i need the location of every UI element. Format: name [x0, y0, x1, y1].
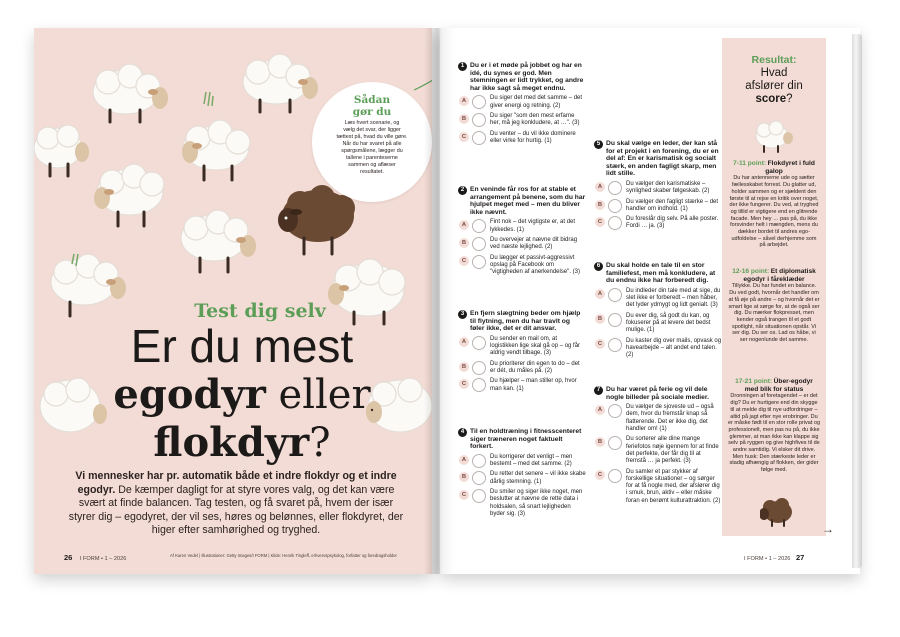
answer-checkbox[interactable] — [608, 404, 622, 418]
answer-option[interactable] — [458, 255, 586, 277]
option-letter: C — [595, 470, 605, 480]
question-4 — [458, 428, 586, 518]
question-text — [594, 140, 722, 178]
option-text: Du samler et par stykker af forskellige situationer – og sørger for at få nogle med, der afslører dig i smuk, brun, aktiv – eller måske foran en berømt kulturattraktion. (2) — [626, 468, 721, 504]
small-sheep-icon — [754, 120, 794, 154]
option-letter: A — [459, 220, 469, 230]
option-text: Du vælger de sjoveste ud – også dem, hvor du fremstår knap så flatterende. Det er ikke dig, det handler om! (1) — [626, 404, 714, 433]
question-head: Du er i et møde på jobbet og har en idé, du synes er god. Men stemningen er lidt trykket, og andre har ikke sagt så meget endnu. — [470, 62, 584, 92]
question-6 — [594, 262, 722, 359]
answer-checkbox[interactable] — [472, 361, 486, 375]
question-1 — [458, 62, 586, 145]
answer-checkbox[interactable] — [472, 113, 486, 127]
answer-option[interactable] — [594, 338, 722, 360]
option-letter: C — [459, 132, 469, 142]
title-line-3: flokdyr? — [153, 419, 331, 466]
option-letter: B — [595, 437, 605, 447]
answer-option[interactable] — [458, 131, 586, 146]
option-letter: A — [459, 455, 469, 465]
option-text: Du siger det med det samme – det giver energi og retning. (2) — [490, 95, 583, 109]
sheep-icon — [94, 164, 164, 226]
result-block-3: 17-21 point: Über-egodyr med blik for status Dronningen af foretagendet – er det dig? Du er hurtigere end din skygge til at melde dig til nye udfordringer – altid på jagt efter nye erobringer. Du er måske født til en stor rolle privat og professionelt, men pas nu på, du ikke glemmer, at man ikke kan klappe sig selv på ryggen og give highfives til de andre samtidig. Vi elsker dit drive. Men husk: Den stærkeste leder er stadig afhængig af flokken, der gider følge med. — [728, 378, 821, 474]
answer-checkbox[interactable] — [608, 338, 622, 352]
sheep-icon — [182, 120, 250, 180]
question-text — [594, 386, 722, 401]
question-number: 4 — [458, 428, 467, 437]
answer-option[interactable] — [594, 288, 722, 310]
sheep-icon — [243, 54, 318, 112]
option-letter: B — [459, 362, 469, 372]
answer-checkbox[interactable] — [608, 469, 622, 483]
answer-checkbox[interactable] — [472, 336, 486, 350]
option-letter: A — [459, 337, 469, 347]
title-line-1: Er du mest — [130, 320, 354, 372]
answer-option[interactable] — [458, 489, 586, 518]
option-letter: B — [459, 238, 469, 248]
kicker: Test dig selv — [194, 300, 326, 322]
next-page-arrow: → — [822, 522, 834, 536]
answer-checkbox[interactable] — [472, 378, 486, 392]
spread-gutter — [424, 28, 454, 574]
option-text: Du hjælper – man stiller op, hvor man kan. (1) — [490, 378, 577, 392]
option-letter: C — [459, 379, 469, 389]
answer-checkbox[interactable] — [472, 95, 486, 109]
result-block-2: 12-16 point: Et diplomatisk egodyr i fåreklæder Tillykke. Du har fundet en balance. Du ved godt, hvornår det handler om at få øje på andre – og hvornår det er smart lige at sørge for, at de også ser dig. Du mærker flokpresset, men kender også trangen til et godt spotlight, når situationen opstår. Vi ser dig. Du ser os. Lad os håbe, vi ser nogenlunde det samme. — [728, 268, 820, 344]
question-head: Du skal holde en tale til en stor familiefest, men må konkludere, at du endnu ikke har forberedt dig. — [606, 262, 716, 285]
answer-checkbox[interactable] — [472, 131, 486, 145]
option-letter: A — [595, 289, 605, 299]
option-text: Du ever dig, så godt du kan, og fokuserer på at levere det bedst mulige. (1) — [626, 312, 711, 334]
option-letter: C — [459, 490, 469, 500]
option-letter: A — [595, 405, 605, 415]
page-number: 26 — [64, 553, 73, 562]
intro-paragraph: Vi mennesker har pr. automatik både et indre flokdyr og et indre egodyr. De kæmper dagligt for at styre vores valg, og det kan være svært at finde balancen. Tag testen, og få svaret på, hvem der især styrer dig – egodyret, der vil ses, høres og belønnes, eller flokdyret, der higer efter samhørighed og tryghed. — [68, 470, 404, 536]
option-text: Du overvejer at nævne dit bidrag ved næste lejlighed. (2) — [490, 236, 578, 251]
option-text: Du kaster dig over mails, opvask og havearbejde – alt andet end talen. (2) — [626, 337, 722, 359]
answer-option[interactable] — [594, 216, 722, 231]
option-letter: B — [459, 114, 469, 124]
answer-checkbox[interactable] — [608, 436, 622, 450]
option-text: Du vælger den fagligt stærke – det handler om indhold. (1) — [626, 198, 719, 212]
option-text: Fint nok – det vigtigste er, at det lykkedes. (1) — [490, 219, 576, 233]
result-block-1: 7-11 point: Flokdyret i fuld galop Du har antennerne ude og sætter fællesskabet forrest. Du glatter ud, holder sammen og er sjældent den første til at rejse en kritik over noget, der ikke fungerer. Du ved, at tryghed og tillid er vigtigere end en glitrende facade. Men hey … pas på, du ikke forsvinder helt i mængden, mens du dækker bordet til andres ego-udfoldelse – såvel derhjemme som på arbejdet. — [729, 160, 819, 249]
option-text: Du foreslår dig selv. På alle poster. Fordi … ja. (3) — [626, 216, 719, 230]
question-head: Du har været på ferie og vil dele nogle billeder på sociale medier. — [606, 386, 709, 401]
credits: Af Karen Vedel | Illustrationer: Getty Images/I FORM | Kilde: Henrik Tingleff, erhvervspsykolog, forfatter og foredragsholder — [170, 553, 397, 558]
option-letter: C — [459, 256, 469, 266]
answer-checkbox[interactable] — [472, 454, 486, 468]
question-number: 2 — [458, 186, 467, 195]
answer-checkbox[interactable] — [472, 255, 486, 269]
answer-checkbox[interactable] — [608, 199, 622, 213]
magazine-name: I FORM • 1 – 2026 — [744, 556, 791, 562]
option-text: Du retter det senere – vil ikke skabe dårlig stemning. (1) — [490, 471, 586, 485]
footer-left — [64, 553, 126, 562]
option-text: Du prioriterer din egen to do – det er dét, du måles på. (2) — [490, 360, 580, 374]
answer-option[interactable] — [458, 361, 586, 376]
answer-option[interactable] — [458, 113, 586, 128]
answer-option[interactable] — [458, 378, 586, 393]
question-number: 7 — [594, 386, 603, 395]
option-text: Du korrigerer det venligt – men bestemt – med det samme. (2) — [490, 453, 573, 468]
page-edge-stack — [852, 34, 862, 568]
option-text: Du indleder din tale med at sige, du slet ikke er forberedt – men håber, det lyder ydmygt og lidt genialt. (3) — [626, 287, 721, 309]
answer-option[interactable] — [594, 181, 722, 196]
answer-checkbox[interactable] — [472, 471, 486, 485]
answer-option[interactable] — [594, 469, 722, 505]
question-text — [458, 62, 586, 92]
question-number: 1 — [458, 62, 467, 71]
question-5 — [594, 140, 722, 231]
option-letter: B — [595, 200, 605, 210]
answer-checkbox[interactable] — [472, 237, 486, 251]
answer-option[interactable] — [594, 313, 722, 335]
sheep-icon — [181, 210, 256, 272]
option-letter: A — [459, 96, 469, 106]
howto-title: Sådan gør du — [352, 94, 392, 118]
sheep-icon — [34, 125, 89, 176]
option-text: Du vælger den karismatiske – synlighed skaber følgeskab. (2) — [626, 180, 710, 195]
result-heading: Resultat: Hvad afslører din score? — [745, 54, 803, 105]
option-text: Du venter – du vil ikke dominere eller virke for hurtig. (1) — [490, 130, 576, 144]
question-text — [594, 262, 722, 285]
option-letter: C — [595, 217, 605, 227]
answer-option[interactable] — [594, 199, 722, 214]
option-text: Du smiler og siger ikke noget, men beslutter at nævne de rette data i holdsalen, så snart lejligheden byder sig. (3) — [490, 488, 583, 517]
answer-checkbox[interactable] — [608, 181, 622, 195]
sheep-icon — [51, 254, 126, 316]
question-3 — [458, 310, 586, 393]
howto-text: Læs hvert scenarie, og vælg det svar, der ligger tættest på, hvad du ville gøre. Når du har svaret på alle spørgsmålene, lægger du tallene i parenteserne sammen og aflæser resultatet. — [336, 120, 408, 175]
question-number: 6 — [594, 262, 603, 271]
answer-checkbox[interactable] — [472, 489, 486, 503]
answer-checkbox[interactable] — [608, 216, 622, 230]
question-text — [458, 428, 586, 451]
answer-option[interactable] — [594, 436, 722, 465]
footer-right — [744, 553, 804, 562]
option-text: Du lægger et passivt-aggressivt opslag på Facebook om "vigtigheden af anerkendelse". (3) — [490, 254, 580, 276]
answer-option[interactable] — [458, 95, 586, 110]
magazine-name: I FORM • 1 – 2026 — [79, 556, 127, 562]
option-text: Du sender en mail om, at logistikken lige skal gå op – og får aldrig vendt tilbage. (3) — [490, 335, 581, 357]
option-text: Du siger "som den mest erfarne her, må jeg konkludere, at …". (3) — [490, 112, 580, 127]
question-number: 5 — [594, 140, 603, 149]
title-line-2: egodyr eller — [113, 371, 371, 418]
option-letter: B — [459, 472, 469, 482]
answer-option[interactable] — [458, 471, 586, 486]
question-head: En fjern slægtning beder om hjælp til flytning, men du har travlt og føler ikke, det er dit ansvar. — [470, 310, 581, 333]
answer-option[interactable] — [458, 237, 586, 252]
question-text — [458, 186, 586, 216]
answer-option[interactable] — [458, 336, 586, 358]
answer-checkbox[interactable] — [472, 219, 486, 233]
answer-option[interactable] — [458, 219, 586, 234]
question-head: Til en holdtræning i fitnesscenteret siger træneren noget faktuelt forkert. — [470, 428, 582, 451]
answer-checkbox[interactable] — [608, 313, 622, 327]
question-2 — [458, 186, 586, 276]
black-sheep-icon — [278, 185, 355, 254]
answer-checkbox[interactable] — [608, 288, 622, 302]
grass-icon — [204, 92, 213, 106]
page-number: 27 — [795, 553, 805, 562]
small-black-sheep-icon — [760, 498, 796, 528]
question-text — [458, 310, 586, 333]
question-7 — [594, 386, 722, 505]
answer-option[interactable] — [594, 404, 722, 433]
question-number: 3 — [458, 310, 467, 319]
option-text: Du sorterer alle dine mange feriefotos nøje igennem for at finde det perfekte, der får dig til at fremstå … ja perfekt. (3) — [626, 436, 719, 465]
option-letter: C — [595, 339, 605, 349]
option-letter: B — [595, 314, 605, 324]
sheep-icon — [93, 64, 168, 122]
option-letter: A — [595, 182, 605, 192]
answer-option[interactable] — [458, 454, 586, 469]
question-head: En veninde får ros for at stable et arrangement på benene, som du har hjulpet meget med – men du bliver ikke nævnt. — [470, 186, 586, 216]
question-head: Du skal vælge en leder, der kan stå for et projekt i en forening, du er en del af: En er karismatisk og socialt stærk, en anden fagligt skarp, men lidt stille. — [606, 140, 719, 178]
